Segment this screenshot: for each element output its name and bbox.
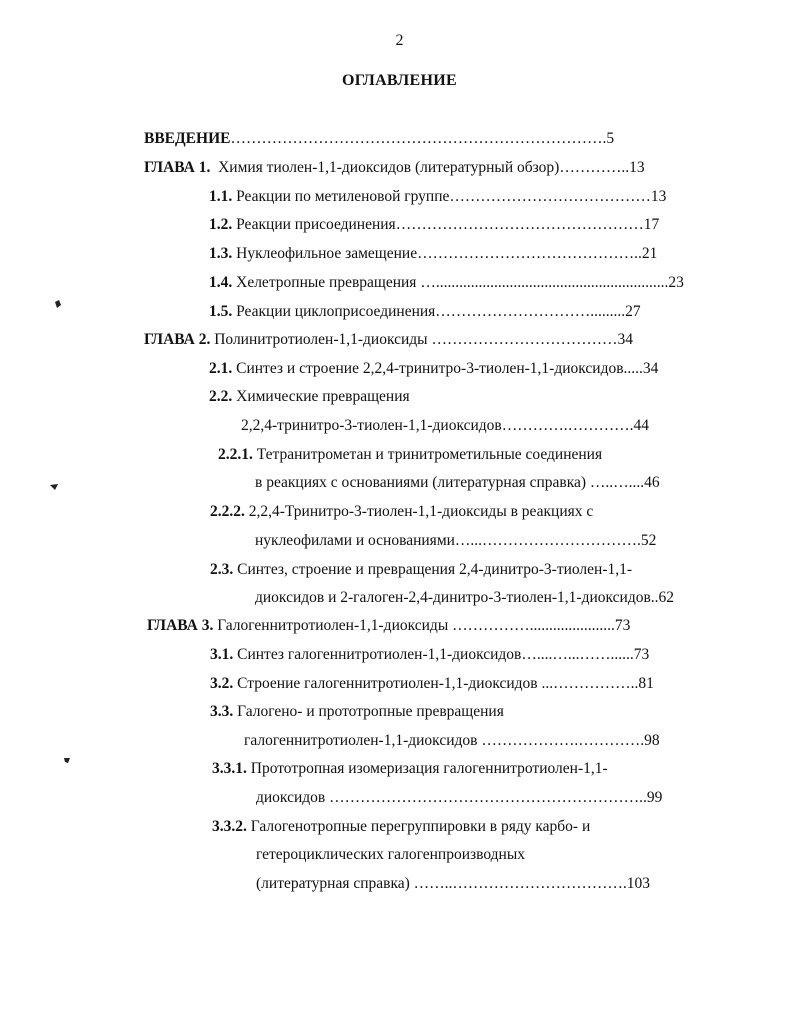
toc-text: Синтез, строение и превращения 2,4-динитро-3-тиолен-1,1-	[233, 561, 633, 578]
toc-text: 2,2,4-тринитро-3-тиолен-1,1-диоксидов………….………….44	[241, 417, 649, 434]
toc-label: ГЛАВА 2.	[144, 331, 211, 348]
toc-entry-1-4	[209, 274, 684, 292]
toc-entry-1-3	[209, 245, 657, 263]
toc-entry-2-2-1	[218, 446, 602, 464]
toc-entry-3-2	[210, 675, 654, 693]
toc-text: Реакции присоединения…………………………………………17	[232, 216, 660, 233]
toc-label: ГЛАВА 1.	[144, 159, 211, 176]
toc-text: ……………………………………………………………….5	[230, 130, 615, 147]
toc-entry-3-3-1	[212, 760, 608, 778]
toc-entry-3-3-1-cont	[256, 789, 662, 807]
toc-entry-2-2-cont	[241, 417, 649, 435]
toc-entry-1-2	[209, 216, 659, 234]
toc-text: Реакции по метиленовой группе…………………………………13	[232, 188, 667, 205]
toc-entry-3-1	[210, 646, 649, 664]
toc-text: Химические превращения	[232, 388, 410, 405]
toc-entry-3-3-2-cont-2	[256, 875, 650, 893]
toc-text: Синтез галогеннитротиолен-1,1-диоксидов…....…...……......73	[233, 646, 650, 663]
toc-text: Химия тиолен-1,1-диоксидов (литературный обзор)…………..13	[210, 159, 645, 176]
toc-text: Галогено- и прототропные превращения	[233, 703, 504, 720]
toc-entry-2-3-cont	[255, 589, 674, 607]
scan-speck-1	[55, 300, 61, 308]
toc-text: Полинитротиолен-1,1-диоксиды ………………………………34	[210, 331, 633, 348]
toc-label: 2.2.1.	[218, 446, 253, 463]
toc-text: в реакциях с основаниями (литературная справка) …..…....46	[255, 474, 660, 491]
toc-entry-chapter-3	[147, 617, 630, 635]
toc-text: 2,2,4-Тринитро-3-тиолен-1,1-диоксиды в реакциях с	[244, 503, 594, 520]
toc-entry-2-1	[209, 360, 658, 378]
toc-label: 3.3.1.	[212, 760, 247, 777]
toc-text: галогеннитротиолен-1,1-диоксидов ……………….………….98	[244, 732, 660, 749]
toc-text: диоксидов ……………………………………………………..99	[256, 789, 663, 806]
toc-label: 2.1.	[209, 360, 233, 377]
toc-label: 1.3.	[209, 245, 233, 262]
toc-label: 2.2.2.	[210, 503, 245, 520]
toc-label: 3.3.	[210, 703, 234, 720]
toc-label: 3.3.2.	[212, 818, 247, 835]
scan-speck-2	[50, 484, 58, 490]
scan-speck-3	[64, 758, 70, 763]
toc-label: 2.3.	[210, 561, 234, 578]
toc-entry-2-2	[209, 388, 410, 406]
toc-entry-chapter-1	[144, 159, 645, 177]
page-title: ОГЛАВЛЕНИЕ	[342, 72, 457, 89]
toc-text: Синтез и строение 2,2,4-тринитро-3-тиолен-1,1-диоксидов.....34	[232, 360, 659, 377]
toc-label: ВВЕДЕНИЕ	[144, 130, 231, 147]
toc-entry-3-3-cont	[244, 732, 660, 750]
toc-label: 1.1.	[209, 188, 233, 205]
toc-text: Галогенотропные перегруппировки в ряду карбо- и	[246, 818, 591, 835]
toc-text: Галогеннитротиолен-1,1-диоксиды ……………......................73	[213, 617, 631, 634]
toc-entry-3-3-2	[212, 818, 590, 836]
toc-text: Хелетропные превращения …............................................................23	[232, 274, 684, 291]
toc-text: (литературная справка) ……..…………………………….103	[256, 875, 651, 892]
toc-label: 3.1.	[210, 646, 234, 663]
toc-entry-2-2-2	[210, 503, 593, 521]
toc-label: 1.2.	[209, 216, 233, 233]
toc-text: гетероциклических галогенпроизводных	[256, 846, 525, 863]
toc-text: диоксидов и 2-галоген-2,4-динитро-3-тиолен-1,1-диоксидов..62	[255, 589, 675, 606]
toc-label: 1.5.	[209, 303, 233, 320]
page-number: 2	[395, 32, 404, 49]
toc-text: Тетранитрометан и тринитрометильные соединения	[252, 446, 603, 463]
toc-label: 1.4.	[209, 274, 233, 291]
toc-text: Нуклеофильное замещение……………………………………..21	[232, 245, 658, 262]
toc-label: ГЛАВА 3.	[147, 617, 214, 634]
toc-entry-2-2-1-cont	[255, 474, 660, 492]
toc-entry-2-2-2-cont	[255, 532, 656, 550]
toc-text: нуклеофилами и основаниями…...………………………….52	[255, 532, 657, 549]
toc-text: Прототропная изомеризация галогеннитротиолен-1,1-	[246, 760, 608, 777]
toc-text: Реакции циклоприсоединения………………………….........27	[232, 303, 641, 320]
toc-entry-3-3-2-cont	[256, 846, 525, 864]
toc-label: 2.2.	[209, 388, 233, 405]
toc-entry-chapter-2	[144, 331, 633, 349]
toc-entry-introduction	[144, 130, 614, 148]
toc-entry-1-5	[209, 303, 641, 321]
toc-entry-2-3	[210, 561, 632, 579]
toc-entry-3-3	[210, 703, 504, 721]
toc-label: 3.2.	[210, 675, 234, 692]
toc-text: Строение галогеннитротиолен-1,1-диоксидов ...……………..81	[233, 675, 654, 692]
toc-entry-1-1	[209, 188, 666, 206]
